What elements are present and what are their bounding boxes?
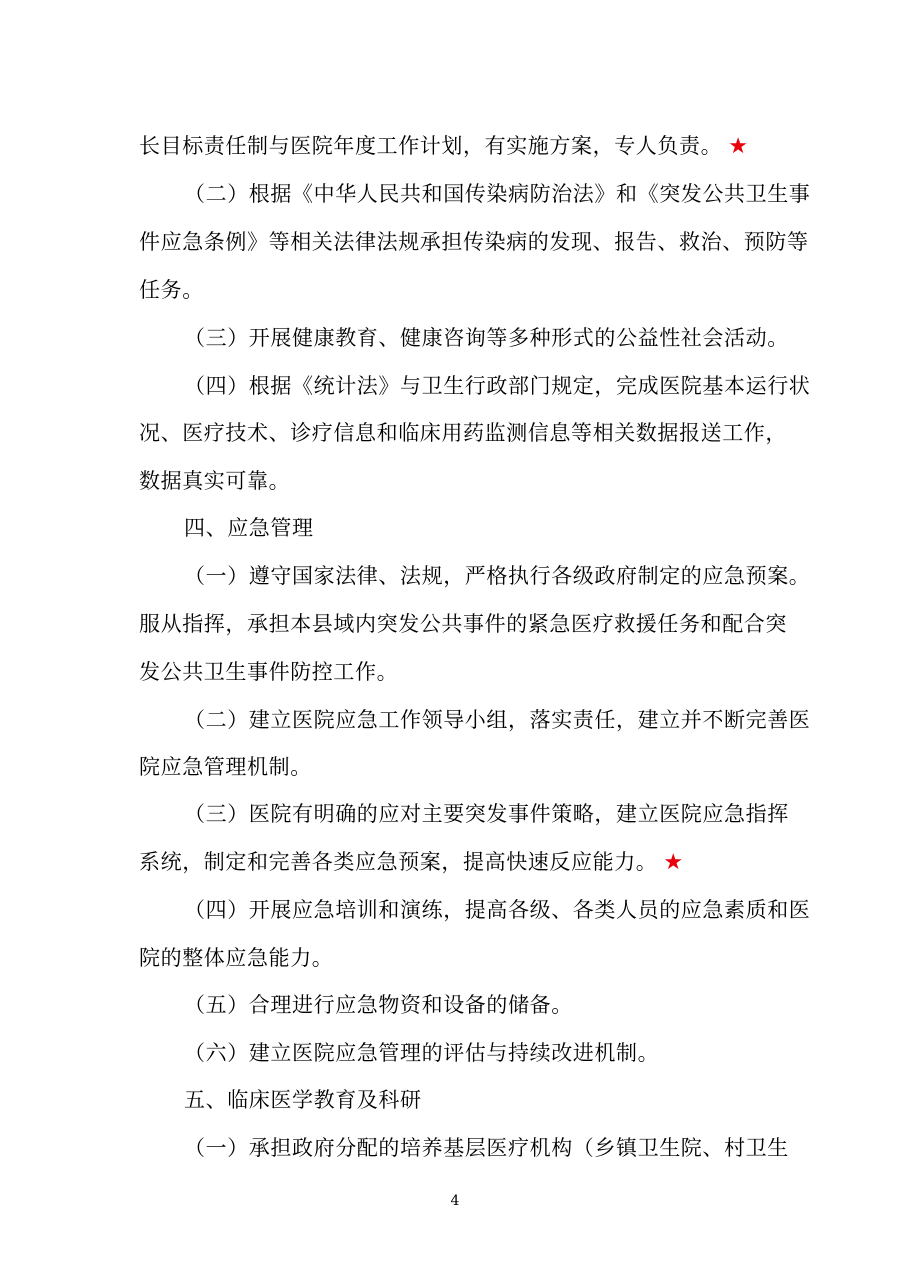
text-line-3: 件应急条例》等相关法律法规承担传染病的发现、报告、救治、预防等 <box>139 230 809 254</box>
text-line-1 <box>139 131 749 161</box>
text-line-5: （三）开展健康教育、健康咨询等多种形式的公益性社会活动。 <box>184 326 789 350</box>
text-line-20: （六）建立医院应急管理的评估与持续改进机制。 <box>184 1041 660 1065</box>
page-number: 4 <box>450 1193 460 1209</box>
text-line-4: 任务。 <box>139 278 204 302</box>
text-line-22: （一）承担政府分配的培养基层医疗机构（乡镇卫生院、村卫生 <box>184 1136 789 1160</box>
text-line-13: （二）建立医院应急工作领导小组，落实责任，建立并不断完善医 <box>184 708 811 732</box>
star-mark-icon: ★ <box>728 134 749 159</box>
text-line-8: 数据真实可靠。 <box>139 469 291 493</box>
text-line-18: 院的整体应急能力。 <box>139 946 334 970</box>
text-line-7: 况、医疗技术、诊疗信息和临床用药监测信息等相关数据报送工作， <box>139 421 787 445</box>
text-line-19: （五）合理进行应急物资和设备的储备。 <box>184 993 573 1017</box>
line-text: 系统，制定和完善各类应急预案，提高快速反应能力。 <box>139 850 658 874</box>
text-line-14: 院应急管理机制。 <box>139 755 312 779</box>
section-heading-4: 四、应急管理 <box>184 516 314 540</box>
text-line-2: （二）根据《中华人民共和国传染病防治法》和《突发公共卫生事 <box>184 182 811 206</box>
text-line-15: （三）医院有明确的应对主要突发事件策略，建立医院应急指挥 <box>184 802 789 826</box>
text-line-16 <box>139 847 684 877</box>
text-line-17: （四）开展应急培训和演练，提高各级、各类人员的应急素质和医 <box>184 898 811 922</box>
star-mark-icon: ★ <box>663 850 684 875</box>
text-line-11: 服从指挥，承担本县域内突发公共事件的紧急医疗救援任务和配合突 <box>139 612 787 636</box>
text-line-12: 发公共卫生事件防控工作。 <box>139 660 399 684</box>
section-heading-5: 五、临床医学教育及科研 <box>184 1088 422 1112</box>
line-text: 长目标责任制与医院年度工作计划，有实施方案，专人负责。 <box>139 134 723 158</box>
text-line-6: （四）根据《统计法》与卫生行政部门规定，完成医院基本运行状 <box>184 374 811 398</box>
text-line-10: （一）遵守国家法律、法规，严格执行各级政府制定的应急预案。 <box>184 564 811 588</box>
